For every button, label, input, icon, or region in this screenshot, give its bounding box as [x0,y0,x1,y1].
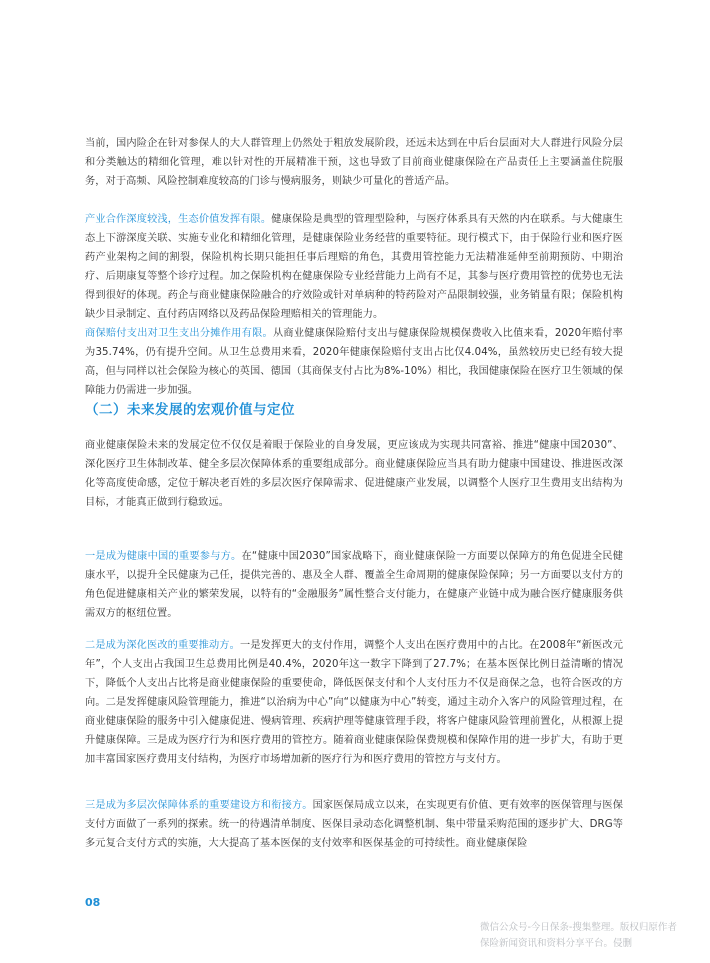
paragraph-4 [85,436,623,512]
paragraph-2-lead: 产业合作深度较浅，生态价值发挥有限。 [85,214,272,225]
paragraph-6-lead: 二是成为深化医改的重要推动方。 [85,640,240,651]
watermark-line-2: 保险新闻资讯和资料分享平台。侵删 [480,938,633,949]
paragraph-6 [85,636,623,769]
paragraph-7-text: 国家医保局成立以来，在实现更有价值、更有效率的医保管理与医保支付方面做了一系列的探索。统一的待遇清单制度、医保目录动态化调整机制、集中带量采购范围的逐步扩大、DRG等多元复合支付方式的实施，大大提高了基本医保的支付效率和医保基金的可持续性。商业健康保险 [85,800,623,849]
paragraph-5 [85,547,623,623]
watermark [480,920,700,952]
paragraph-7-lead: 三是成为多层次保障体系的重要建设方和衔接方。 [85,800,313,811]
paragraph-5-text: 在“健康中国2030”国家战略下，商业健康保险一方面要以保障方的角色促进全民健康水平，以提升全民健康为己任，提供完善的、惠及全人群、覆盖全生命周期的健康保险保障；另一方面要以支付方的角色促进健康相关产业的繁荣发展，以特有的“金融服务”属性整合支付能力，在健康产业链中成为融合医疗健康服务供需双方的枢纽位置。 [85,551,623,619]
paragraph-2-text: 健康保险是典型的管理型险种，与医疗体系具有天然的内在联系。与大健康生态上下游深度关联、实施专业化和精细化管理，是健康保险业务经营的重要特征。现行模式下，由于保险行业和医疗医药产业架构之间的割裂，保险机构长期只能担任事后理赔的角色，其费用管控能力无法精准延伸至前期预防、中期治疗、后期康复等整个诊疗过程。加之保险机构在健康保险专业经营能力上尚有不足，其参与医疗费用管控的优势也无法得到很好的体现。药企与商业健康保险融合的疗效险或针对单病种的特药险对产品限制较强，业务销量有限；保险机构缺少目录制定、直付药店网络以及药品保险理赔相关的管理能力。 [85,214,623,320]
paragraph-6-text: 一是发挥更大的支付作用，调整个人支出在医疗费用中的占比。在2008年“新医改元年”，个人支出占我国卫生总费用比例是40.4%，2020年这一数字下降到了27.7%；在基本医保比例日益清晰的情况下，降低个人支出占比将是商业健康保险的重要使命，降低医保支付和个人支付压力不仅是商保之急，也符合医改的方向。二是发挥健康风险管理能力，推进“以治病为中心”向“以健康为中心”转变，通过主动介入客户的风险管理过程，在商业健康保险的服务中引入健康促进、慢病管理、疾病护理等健康管理手段，将客户健康风险管理前置化，从根源上提升健康保障。三是成为医疗行为和医疗费用的管控方。随着商业健康保险保费规模和保障作用的进一步扩大，有助于更加丰富国家医疗费用支付结构，为医疗市场增加新的医疗行为和医疗费用的管控方与支付方。 [85,640,624,765]
section-heading: （二）未来发展的宏观价值与定位 [85,402,295,418]
paragraph-3 [85,324,623,400]
watermark-line-1: 微信公众号-今日保条-搜集整理。版权归原作者 [480,922,677,933]
paragraph-1 [85,134,623,191]
page-number: 08 [85,896,101,909]
paragraph-3-text: 从商业健康保险赔付支出与健康保险规模保费收入比值来看，2020年赔付率为35.74%，仍有提升空间。从卫生总费用来看，2020年健康保险赔付支出占比仅4.04%，虽然较历史已经有较大提高，但与同样以社会保险为核心的英国、德国（其商保支付占比为8%-10%）相比，我国健康保险在医疗卫生领域的保障能力仍需进一步加强。 [85,328,623,396]
paragraph-7 [85,796,623,853]
paragraph-5-lead: 一是成为健康中国的重要参与方。 [85,551,242,562]
paragraph-4-text: 商业健康保险未来的发展定位不仅仅是着眼于保险业的自身发展，更应该成为实现共同富裕、推进“健康中国2030”、深化医疗卫生体制改革、健全多层次保障体系的重要组成部分。商业健康保险应当具有助力健康中国建设、推进医改深化等高度使命感，定位于解决老百姓的多层次医疗保障需求、促进健康产业发展，以调整个人医疗卫生费用支出结构为目标，才能真正做到行稳致远。 [85,440,623,508]
paragraph-2 [85,210,623,324]
paragraph-1-text: 当前，国内险企在针对参保人的大人群管理上仍然处于粗放发展阶段，还远未达到在中后台层面对大人群进行风险分层和分类触达的精细化管理，难以针对性的开展精准干预，这也导致了目前商业健康保险在产品责任上主要涵盖住院服务，对于高频、风险控制难度较高的门诊与慢病服务，则缺少可量化的普适产品。 [85,138,623,187]
paragraph-3-lead: 商保赔付支出对卫生支出分摊作用有限。 [85,328,273,339]
